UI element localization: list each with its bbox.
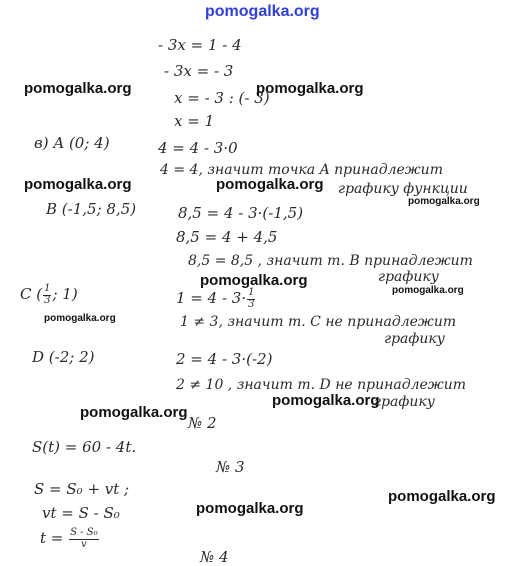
- fraction-denominator: v: [81, 538, 87, 550]
- fraction: [247, 288, 255, 310]
- formula-line: S = S₀ + vt ;: [34, 480, 130, 498]
- task-number: № 3: [216, 458, 245, 476]
- watermark: pomogalka.org: [272, 392, 380, 409]
- formula-line: S(t) = 60 - 4t.: [32, 438, 137, 456]
- formula-line: [40, 528, 100, 550]
- equation-line: x = 1: [174, 112, 215, 130]
- equation-line: 2 = 4 - 3·(-2): [176, 350, 273, 368]
- watermark: pomogalka.org: [408, 196, 480, 207]
- watermark: pomogalka.org: [80, 404, 188, 421]
- point-c-suffix: ; 1): [52, 285, 78, 303]
- point-d-label: D (-2; 2): [32, 348, 95, 366]
- formula-prefix: t =: [40, 529, 64, 547]
- watermark: pomogalka.org: [388, 488, 496, 505]
- conclusion-line: 2 ≠ 10 , значит т. D не принадлежит: [176, 377, 467, 393]
- watermark: pomogalka.org: [216, 176, 324, 193]
- fraction-denominator: 3: [44, 294, 51, 306]
- equation-prefix: 1 = 4 - 3·: [176, 289, 247, 307]
- watermark: pomogalka.org: [24, 80, 132, 97]
- fraction-numerator: 1: [44, 283, 51, 294]
- watermark: pomogalka.org: [392, 285, 464, 296]
- fraction-numerator: 1: [248, 287, 255, 298]
- formula-line: vt = S - S₀: [42, 504, 120, 522]
- fraction-denominator: 3: [248, 298, 255, 310]
- conclusion-line: графику: [374, 394, 435, 410]
- point-b-label: B (-1,5; 8,5): [46, 200, 137, 218]
- part-label-point-a: в) A (0; 4): [34, 134, 110, 152]
- conclusion-line: 1 ≠ 3, значит т. C не принадлежит: [180, 314, 457, 330]
- fraction-numerator: S - S₀: [70, 527, 98, 538]
- task-number: № 4: [200, 548, 229, 566]
- task-number: № 2: [188, 414, 217, 432]
- watermark: pomogalka.org: [200, 272, 308, 289]
- point-c-prefix: C (: [20, 285, 43, 303]
- watermark: pomogalka.org: [24, 176, 132, 193]
- fraction: [69, 528, 98, 550]
- conclusion-line: графику: [378, 269, 439, 285]
- watermark: pomogalka.org: [256, 80, 364, 97]
- equation-line: - 3x = - 3: [164, 62, 234, 80]
- equation-line: [176, 288, 256, 310]
- point-c-label: [20, 284, 78, 306]
- watermark: pomogalka.org: [44, 313, 116, 324]
- conclusion-line: графику функции: [338, 181, 468, 197]
- equation-line: - 3x = 1 - 4: [158, 36, 242, 54]
- site-title[interactable]: pomogalka.org: [205, 3, 320, 20]
- equation-line: x = - 3 : (- 3): [174, 89, 270, 107]
- equation-line: 8,5 = 4 - 3·(-1,5): [178, 204, 304, 222]
- watermark: pomogalka.org: [196, 500, 304, 517]
- equation-line: 4 = 4 - 3·0: [158, 139, 238, 157]
- conclusion-line: графику: [384, 331, 445, 347]
- conclusion-line: 8,5 = 8,5 , значит т. B принадлежит: [188, 253, 473, 269]
- conclusion-line: 4 = 4, значит точка A принадлежит: [160, 162, 443, 178]
- equation-line: 8,5 = 4 + 4,5: [176, 228, 278, 246]
- fraction: [43, 284, 51, 306]
